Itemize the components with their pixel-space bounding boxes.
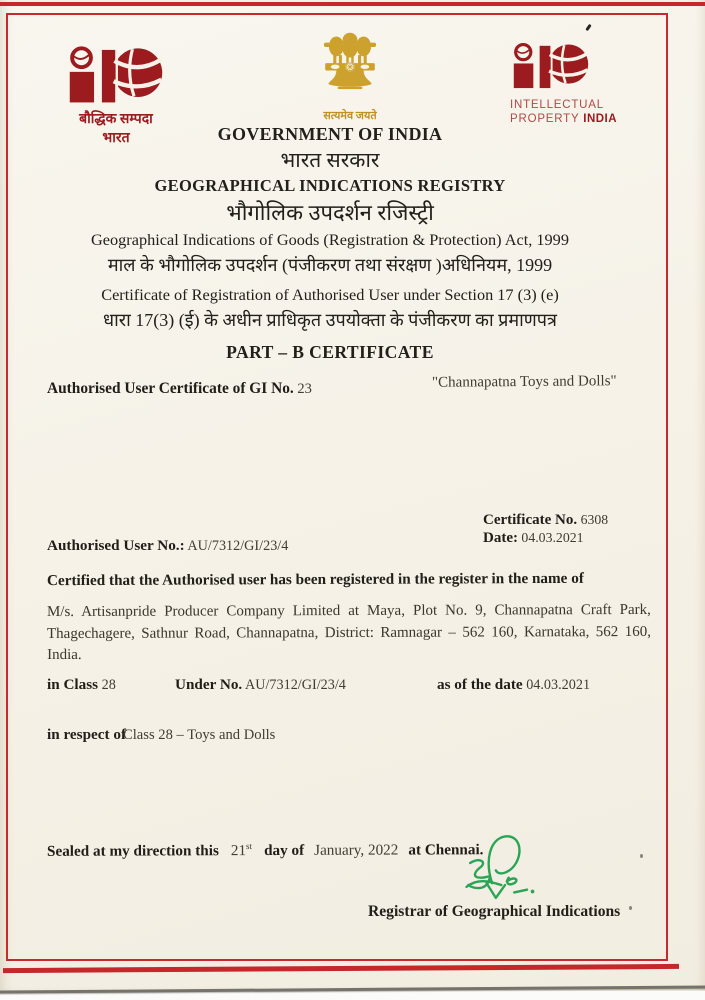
gi-number-line [47,380,312,398]
authorised-user-no-line [47,537,288,555]
right-logo-caption-accent: INDIA [583,113,618,125]
section-title-hindi: धारा 17(3) (ई) के अधीन प्राधिकृत उपयोक्ता के पंजीकरण का प्रमाणपत्र [103,310,557,330]
sealed-month-year: January, 2022 [314,841,399,859]
outer-border-top [0,2,705,6]
ashoka-lion-capital-icon [319,20,381,100]
sealed-mid: day of [264,841,305,860]
right-logo-caption-line2: PROPERTY INDIA [510,113,618,125]
certificate-no-line [483,512,608,529]
section-title: Certificate of Registration of Authorised User under Section 17 (3) (e) [101,285,559,304]
certified-statement: Certified that the Authorised user has been registered in the register in the name of [46,569,584,590]
under-no-segment: Under No. AU/7312/GI/23/4 [175,676,346,693]
left-logo-caption-line1: बौद्धिक सम्पदा [79,112,153,127]
left-logo-caption-line2: भारत [102,131,130,146]
emblem-motto: सत्यमेव जयते [323,110,377,122]
right-logo-caption-line1: INTELLECTUAL [510,99,604,111]
certificate-no-label: Certificate No. [483,512,578,528]
registrar-title: Registrar of Geographical Indications [368,903,621,920]
in-respect-of-value: Class 28 – Toys and Dolls [123,727,276,743]
authorised-user-no-value: AU/7312/GI/23/4 [184,538,289,554]
as-of-date-segment: as of the date 04.03.2021 [437,676,591,693]
in-respect-of-label: in respect of [47,726,127,743]
gi-name: "Channapatna Toys and Dolls" [431,373,617,391]
sealed-place: at Chennai. [408,841,484,859]
certificate-date-value: 04.03.2021 [517,530,584,545]
national-emblem [298,20,402,123]
authorised-user-no-label: Authorised User No.: [47,537,185,554]
sealed-day-ordinal: st [245,841,253,852]
ip-india-logo-right [510,40,660,125]
government-of-india-title: GOVERNMENT OF INDIA [217,124,443,144]
ip-india-logo-icon [64,46,168,104]
gi-registry-title-hindi: भौगोलिक उपदर्शन रजिस्ट्री [226,200,434,225]
gi-registry-title: GEOGRAPHICAL INDICATIONS REGISTRY [154,176,506,195]
registrar-signature-icon [455,830,555,908]
act-title: Geographical Indications of Goods (Registration & Protection) Act, 1999 [91,230,569,249]
act-title-hindi: माल के भौगोलिक उपदर्शन (पंजीकरण तथा संरक्षण )अधिनियम, 1999 [107,255,553,275]
registrant-address: M/s. Artisanpride Producer Company Limited at Maya, Plot No. 9, Channapatna Craft Park, Thagechagere, Sathnur Road, Channapatna, District: Ramnagar – 562 160, Karnataka, 562 160, India. [46,601,652,664]
scan-speck [629,906,632,910]
ip-india-logo-icon [510,40,592,92]
gi-number-value: 23 [293,381,312,397]
in-class-segment: in Class 28 [47,676,116,693]
sealed-line [47,840,484,861]
part-b-certificate-title: PART – B CERTIFICATE [226,342,434,362]
sealed-prefix: Sealed at my direction this [46,842,219,860]
sealed-day: 21st [230,841,253,860]
government-of-india-title-hindi: भारत सरकार [280,148,380,172]
certificate-no-value: 6308 [577,512,609,527]
scan-speck [640,854,643,858]
certificate-date-label: Date: [483,530,518,546]
gi-number-label: Authorised User Certificate of GI No. [47,380,294,397]
certificate-date-line [483,530,584,547]
